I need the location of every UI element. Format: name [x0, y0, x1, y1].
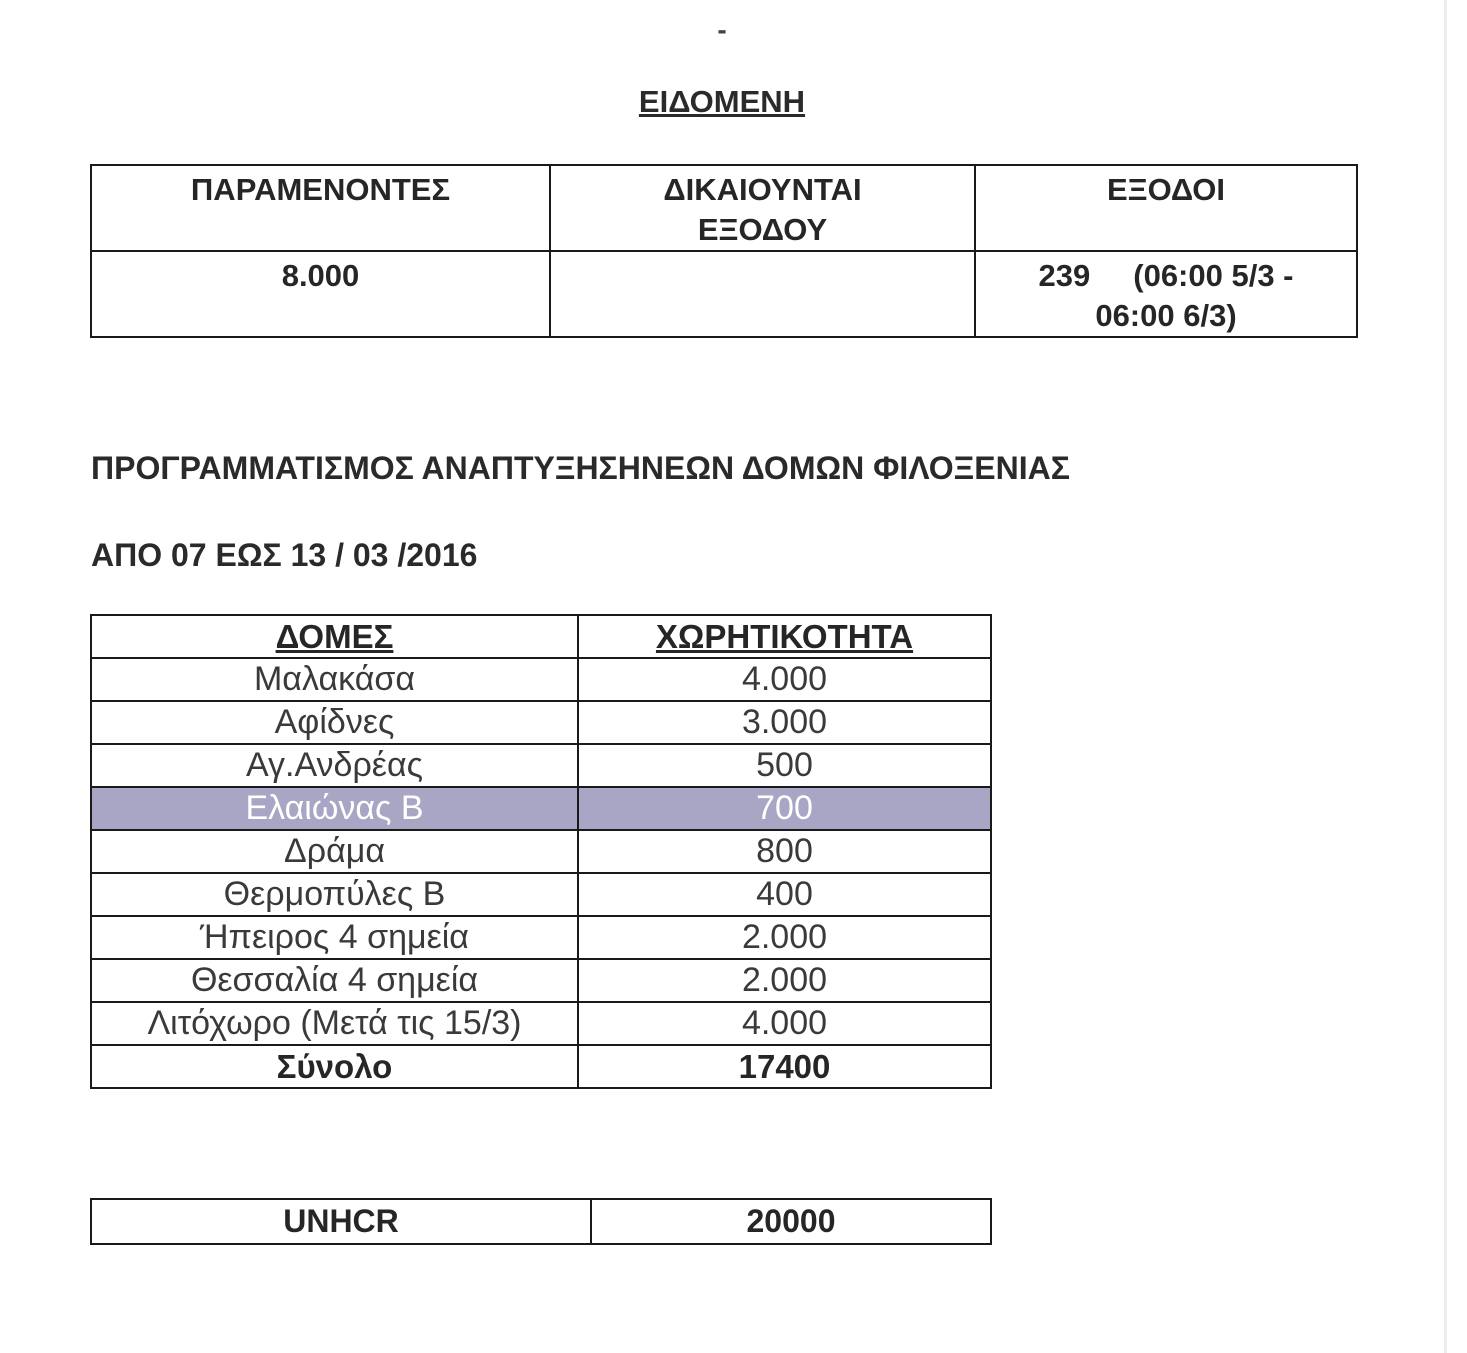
page-edge-divider: [1444, 0, 1447, 1353]
table-row: [91, 959, 991, 1002]
table-row: [91, 830, 991, 873]
table-row: [91, 658, 991, 701]
structure-capacity: 2.000: [578, 916, 991, 959]
table-row: [91, 701, 991, 744]
table-row: [91, 1002, 991, 1045]
structures-header-row: [91, 615, 991, 658]
structures-table: [90, 614, 992, 1089]
unhcr-label: UNHCR: [91, 1199, 591, 1244]
structure-capacity: 3.000: [578, 701, 991, 744]
summary-exits-value: [975, 251, 1357, 337]
page-title: ΕΙΔΟΜΕΝΗ: [638, 84, 806, 119]
total-label: Σύνολο: [91, 1045, 578, 1088]
structure-capacity: 800: [578, 830, 991, 873]
structure-capacity: 500: [578, 744, 991, 787]
structure-capacity: 700: [578, 787, 991, 830]
summary-exits-text: 239 (06:00 5/3 - 06:00 6/3): [1038, 258, 1303, 333]
structure-name: Αγ.Ανδρέας: [91, 744, 578, 787]
structure-name: Ήπειρος 4 σημεία: [91, 916, 578, 959]
structure-name: Θεσσαλία 4 σημεία: [91, 959, 578, 1002]
unhcr-value: 20000: [591, 1199, 991, 1244]
page-dash: -: [717, 14, 727, 45]
structures-header-name: ΔΟΜΕΣ: [91, 615, 578, 658]
total-row: [91, 1045, 991, 1088]
structure-name: Αφίδνες: [91, 701, 578, 744]
summary-header-exits: ΕΞΟΔΟΙ: [975, 165, 1357, 251]
structure-capacity: 4.000: [578, 658, 991, 701]
summary-header-row: [91, 165, 1357, 251]
structures-header-capacity: ΧΩΡΗΤΙΚΟΤΗΤΑ: [578, 615, 991, 658]
table-row-highlighted: [91, 787, 991, 830]
summary-table: [90, 164, 1358, 338]
unhcr-row: [91, 1199, 991, 1244]
table-row: [91, 744, 991, 787]
summary-header-remaining: ΠΑΡΑΜΕΝΟΝΤΕΣ: [91, 165, 550, 251]
table-row: [91, 873, 991, 916]
structure-name: Θερμοπύλες Β: [91, 873, 578, 916]
summary-remaining-value: 8.000: [91, 251, 550, 337]
structure-name: Ελαιώνας Β: [91, 787, 578, 830]
structure-name: Δράμα: [91, 830, 578, 873]
total-value: 17400: [578, 1045, 991, 1088]
table-row: [91, 916, 991, 959]
summary-data-row: [91, 251, 1357, 337]
structure-capacity: 4.000: [578, 1002, 991, 1045]
summary-eligible-value: [550, 251, 975, 337]
program-heading: ΠΡΟΓΡΑΜΜΑΤΙΣΜΟΣ ΑΝΑΠΤΥΞΗΣΗΝΕΩΝ ΔΟΜΩΝ ΦΙΛΟΞΕΝΙΑΣ: [91, 450, 1070, 486]
unhcr-table: [90, 1198, 992, 1245]
period-heading: ΑΠΟ 07 ΕΩΣ 13 / 03 /2016: [91, 537, 478, 573]
structure-name: Λιτόχωρο (Μετά τις 15/3): [91, 1002, 578, 1045]
summary-header-eligible: [550, 165, 975, 251]
structure-name: Μαλακάσα: [91, 658, 578, 701]
structure-capacity: 400: [578, 873, 991, 916]
structure-capacity: 2.000: [578, 959, 991, 1002]
summary-header-eligible-text: ΔΙΚΑΙΟΥΝΤΑΙ ΕΞΟΔΟΥ: [663, 172, 862, 247]
